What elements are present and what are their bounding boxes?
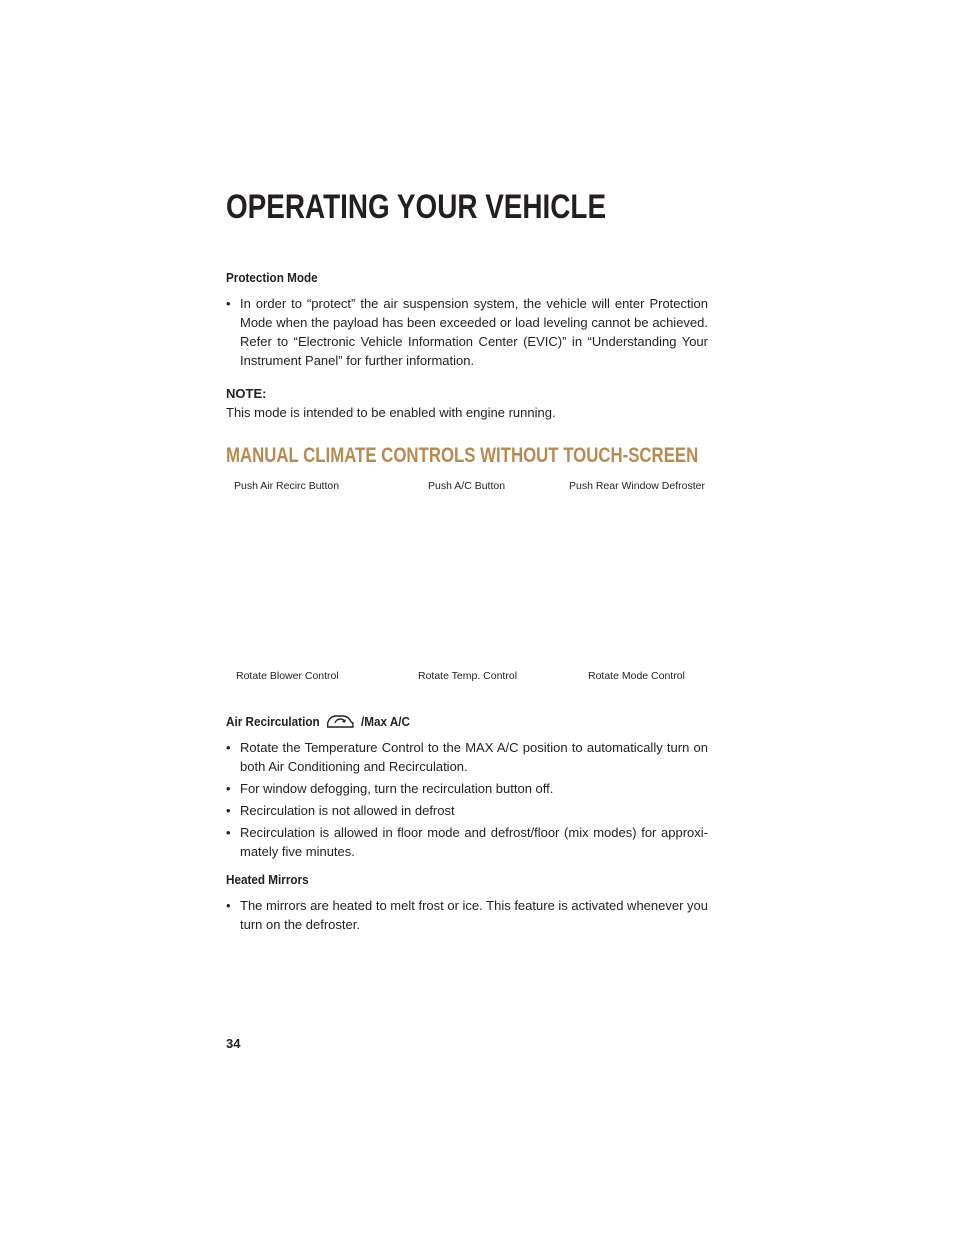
bullet-icon: • [226,825,231,840]
climate-panel-image [226,499,708,676]
figure-label-mode: Rotate Mode Control [588,670,685,682]
section-heading: MANUAL CLIMATE CONTROLS WITHOUT TOUCH-SCREEN [226,444,699,467]
bullet-text: The mirrors are heated to melt frost or ice. This feature is activated whenever you turn on the defroster. [240,898,708,932]
bullet-icon: • [226,781,231,796]
note-label: NOTE: [226,386,267,401]
heated-mirrors-heading: Heated Mirrors [226,872,309,887]
figure-label-temp: Rotate Temp. Control [418,670,518,682]
bullet-text: Rotate the Temperature Control to the MAX A/C position to automatically turn on both Air Conditioning and Recirculation. [240,740,708,774]
air-recirculation-heading [226,712,660,731]
protection-mode-heading: Protection Mode [226,270,318,285]
list-item [226,738,708,776]
figure-label-air-recirc: Push Air Recirc Button [234,480,340,492]
recirculation-icon [325,714,356,730]
figure-label-ac: Push A/C Button [428,480,506,492]
page-number: 34 [226,1036,241,1051]
air-recirculation-heading-prefix: Air Recirculation [226,714,320,729]
list-item [226,294,708,370]
list-item [226,801,708,820]
page-content [226,268,708,937]
bullet-icon: • [226,296,231,311]
page-title: OPERATING YOUR VEHICLE [226,188,607,226]
figure-label-blower: Rotate Blower Control [236,670,339,682]
bullet-icon: • [226,898,231,913]
bullet-text: In order to “protect” the air suspension system, the vehicle will enter Protection Mode when the payload has been exceeded or load leveling cannot be achieved. Refer to “Electronic Vehicle Information Center (EVIC)” in “Understanding Your Instrument Panel” for further information. [240,296,708,368]
bullet-text: For window defogging, turn the recirculation button off. [240,781,554,796]
bullet-text: Recirculation is allowed in floor mode and defrost/floor (mix modes) for approxi-mately five minutes. [240,825,708,859]
note-text: This mode is intended to be enabled with engine running. [226,405,556,420]
list-item [226,896,708,934]
list-item [226,779,708,798]
air-recirculation-heading-suffix: /Max A/C [361,714,411,729]
bullet-icon: • [226,740,231,755]
list-item [226,823,708,861]
figure-label-rear-defroster: Push Rear Window Defroster [569,480,705,492]
bullet-text: Recirculation is not allowed in defrost [240,803,455,818]
bullet-icon: • [226,803,231,818]
climate-controls-figure [226,477,708,700]
